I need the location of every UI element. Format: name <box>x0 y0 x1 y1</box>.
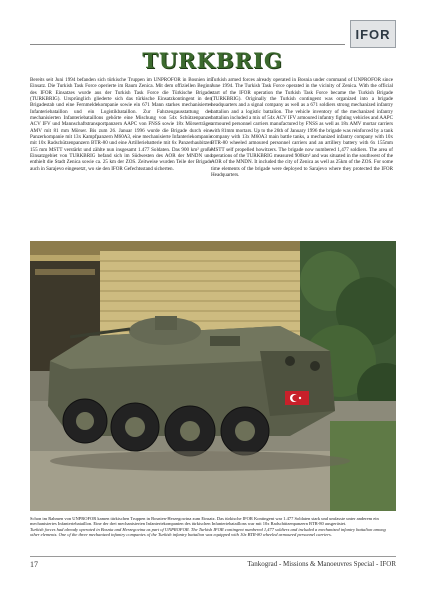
page-title: TURKBRIG <box>142 48 283 73</box>
ifor-logo <box>350 20 396 48</box>
caption-english: Turkish forces had already operated in Bosnia and Herzegovina as part of UNPROFOR. The Turkish IFOR contingent numbered 1,477 soldiers and included a mechanized infantry battalion among other elements. One of the three mechanized infantry companies of the Turkish infantry battalion was equipped with 10x BTR-80 wheeled armoured personnel carriers. <box>30 526 386 538</box>
photo-caption <box>30 516 396 538</box>
german-paragraph: Bereits seit Juni 1994 befanden sich türkische Truppen im UNPROFOR in Bosnien im Einsatz. Die Turkish Task Force operierte im Raum Zenica. Mit dem offiziellen Beginn des IFOR Einsatzes wurde aus der Turkish Task Force die Türkische Brigade (TURKBRIG). Ursprünglich gliederte sich das türkische Einsatzkontingent in den Brigadestab und eine Fernmeldekompanie sowie ein 671 Mann starkes mechanisiertes Infanteriebataillon und ein Logistikbataillon. Zur Fahrzeugausstattung des mechanisierten Infanteriebataillons gehörte eine Mischung von 54x Schützenpanzer ACV IFV und Mannschaftstransportpanzern AAPC von FNSS sowie 18x Mörserträger AMV mit 81 mm Mörser. Bis zum 26. Januar 1996 wurde die Brigade durch eine Panzerkompanie mit 13x Kampfpanzern M60A3, eine mechanisierte Infanteriekompanie mit 10x Radschützenpanzern BTR-80 und eine Artilleriebatterie mit 6x Panzerhaubitzen 155 mm MSTT verstärkt und zählte nun insgesamt 1.477 Soldaten. Das 900 km² große Einsatzgebiet von TURKBRIG befand sich im Südwesten des AOR der MNDN und enthielt die Stadt Zenica sowie ca. 25 km der ZOS. Zeitweise wurden Teile der Brigade auch in Sarajevo eingesetzt, wo sie den IFOR Gefechtsstand sicherten. <box>30 77 212 172</box>
turkish-flag-icon <box>285 391 309 405</box>
caption-german: Schon im Rahmen von UNPROFOR kamen türkischen Truppen in Bosnien-Herzegowina zum Einsatz. Das türkische IFOR Kontingent war 1.477 Soldaten stark und umfasste unter anderem ein mechanisiertes Infanteriebataillon. Eine der drei mechanisierten Infanteriekompanien des türkischen Infanteriebataillons war mit 10x Radschützenpanzern BTR-80 ausgerüstet. <box>30 516 379 527</box>
logo-text: IFOR <box>355 26 391 42</box>
top-divider <box>30 44 345 45</box>
english-text-column <box>211 77 393 179</box>
german-text-column <box>30 77 212 172</box>
vehicle-photo <box>30 241 396 511</box>
page-number: 17 <box>30 560 38 569</box>
bottom-divider <box>30 556 396 557</box>
publication-title: Tankograd - Missions & Manoeuvres Special - IFOR <box>247 560 396 568</box>
english-paragraph: Turkish armed forces already operated in Bosnia under command of UNPROFOR since June 1994. The Turkish Task Force operated in the vicinity of Zenica. With the official start of the IFOR operation the Turkish Task Force became the Turkish Brigade (TURKBRIG). Originally the Turkish contingent was organized into a brigade headquarters and a signal company as well as a 671 soldiers strong mechanized infantry battalion and a logistic battalion. The vehicle inventory of the mechanized infantry battalion included a mix of 54x ACV IFV armoured infantry fighting vehicles and AAPC armoured personnel carriers manufactured by FNSS as well as 18x AMV mortar carriers with 81mm mortars. Up to the 26th of January 1996 the brigade was reinforced by a tank company with 13x M60A3 main battle tanks, a mechanized infantry company with 10x BTR-80 wheeled armoured personnel carriers and an artillery battery with 6x 155mm MSTT self propelled howitzers. The brigade now numbered 1,477 soldiers. The area of operations of the TURKBRIG measured 900km² and was situated in the southwest of the AOR of the MNDN. It included the city of Zenica as well as 25km of the ZOS. For some time elements of the brigade were deployed to Sarajevo where they protected the IFOR Headquarters. <box>211 77 393 179</box>
